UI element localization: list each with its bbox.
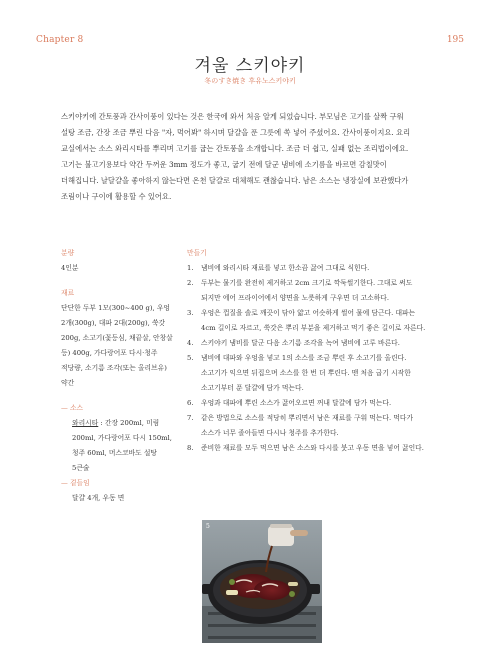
intro-line: 고기는 불고기용보다 약간 두꺼운 3mm 정도가 좋고, 굽기 전에 달군 냄비에 소기름을 바르면 감칠맛이 — [61, 160, 387, 169]
recipe-title: 겨울 스키야키 — [194, 56, 306, 76]
method-step — [187, 411, 459, 441]
method-step — [187, 336, 459, 351]
intro-line: 더해집니다. 날달걀을 좋아하지 않는다면 온천 달걀로 대체해도 괜찮습니다. 남은 소스는 냉장실에 보관했다가 — [61, 176, 409, 185]
recipe-subtitle: 冬のすき焼き 후유노스키야키 — [204, 77, 296, 85]
method-step — [187, 306, 459, 336]
ingredient-line: 적당량, 소기름 조각(또는 올리브유) — [61, 364, 167, 372]
step-line: 되지만 에어 프라이어에서 양면을 노릇하게 구우면 더 고소하다. — [201, 294, 389, 302]
method-column — [187, 246, 459, 456]
method-step — [187, 441, 459, 456]
method-heading: 만들기 — [187, 249, 207, 257]
step-line: 우엉은 껍질을 솔로 깨끗이 닦아 얇고 어슷하게 썰어 물에 담근다. 대파는 — [201, 309, 416, 317]
step-number: 4. — [187, 339, 194, 347]
step-line: 냄비에 대파와 우엉을 넣고 1의 소스를 조금 뿌린 후 소고기를 올린다. — [201, 354, 407, 362]
step-number: 3. — [187, 309, 194, 317]
step-number: 5. — [187, 354, 194, 362]
ingredient-line: 2개(300g), 대파 2대(200g), 쑥갓 — [61, 319, 166, 327]
sukiyaki-pan-photo — [202, 520, 322, 643]
ingredients-column — [61, 246, 183, 506]
step-line: 우엉과 대파에 뿌린 소스가 끓어오르면 꺼내 달걀에 담가 먹는다. — [201, 399, 392, 407]
sauce-first-line — [61, 416, 183, 431]
step-number: 8. — [187, 444, 194, 452]
sauce-heading: — 소스 — [61, 404, 84, 412]
servings-value: 4인분 — [61, 264, 79, 272]
step-line: 소스가 너무 졸아들면 다시나 청주를 추가한다. — [201, 429, 339, 437]
method-step — [187, 261, 459, 276]
step-line: 같은 방법으로 소스를 적당히 뿌리면서 남은 재료를 구워 먹는다. 먹다가 — [201, 414, 414, 422]
step-line: 준비한 재료를 모두 먹으면 남은 소스와 다시를 붓고 우동 면을 넣어 끓인다. — [201, 444, 424, 452]
garnish-heading: — 곁들임 — [61, 479, 90, 487]
method-step — [187, 396, 459, 411]
ingredients-heading: 재료 — [61, 289, 75, 297]
chapter-label: Chapter 8 — [36, 35, 84, 45]
step-number: 7. — [187, 414, 194, 422]
method-step — [187, 276, 459, 306]
step-photo-label: 5 — [206, 523, 210, 530]
step-line: 소고기부터 푼 달걀에 담가 먹는다. — [201, 384, 304, 392]
ingredient-line: 200g, 소고기(꽃등심, 채끝살, 안창살 — [61, 334, 173, 342]
sauce-line: 청주 60ml, 머스코바도 설탕 — [72, 449, 158, 457]
page-number: 195 — [446, 35, 464, 45]
step-line: 스키야키 냄비를 달군 다음 소기름 조각을 녹여 냄비에 고루 바른다. — [201, 339, 400, 347]
step-number: 6. — [187, 399, 194, 407]
garnish-value: 달걀 4개, 우동 면 — [72, 494, 125, 502]
method-step — [187, 351, 459, 396]
step-line: 냄비에 와리시타 재료를 넣고 한소끔 끓여 그대로 식힌다. — [201, 264, 370, 272]
intro-paragraph — [61, 109, 455, 205]
ingredient-line: 약간 — [61, 379, 75, 387]
step-number: 1. — [187, 264, 194, 272]
method-steps — [187, 261, 459, 456]
intro-line: 스키야키에 간토풍과 간사이풍이 있다는 것은 한국에 와서 처음 알게 되었습니다. 부모님은 고기를 살짝 구워 — [61, 112, 404, 121]
step-number: 2. — [187, 279, 194, 287]
intro-line: 조림이나 구이에 활용할 수 있어요. — [61, 192, 172, 201]
step-line: 소고기가 익으면 뒤집으며 소스를 한 번 더 뿌린다. 맨 처음 굽기 시작한 — [201, 369, 411, 377]
ingredient-line: 단단한 두부 1모(300~400 g), 우엉 — [61, 304, 170, 312]
step-line: 4cm 길이로 자르고, 쑥갓은 뿌리 부분을 제거하고 먹기 좋은 길이로 자른다. — [201, 324, 426, 332]
ingredient-line: 등) 400g, 가다랑어포 다시·청주 — [61, 349, 158, 357]
sauce-line: 5큰술 — [72, 464, 90, 472]
intro-line: 교실에서는 소스 와리시타를 뿌리며 고기를 굽는 간토풍을 소개합니다. 조금 더 쉽고, 실패 없는 조리법이에요. — [61, 144, 409, 153]
step-line: 두부는 물기를 완전히 제거하고 2cm 크기로 깍둑썰기한다. 그대로 써도 — [201, 279, 413, 287]
sauce-first-line-rest: : 간장 200ml, 미림 — [98, 419, 160, 427]
sauce-label: 와리시타 — [72, 419, 99, 427]
servings-heading: 분량 — [61, 249, 75, 257]
sauce-line: 200ml, 가다랑어포 다시 150ml, — [72, 434, 172, 442]
intro-line: 설탕 조금, 간장 조금 뿌린 다음 "자, 먹어봐" 하시며 달걀을 푼 그릇에 쏙 넣어 주셨어요. 간사이풍이지요. 요리 — [61, 128, 411, 137]
sukiyaki-photo-illustration — [202, 520, 322, 643]
